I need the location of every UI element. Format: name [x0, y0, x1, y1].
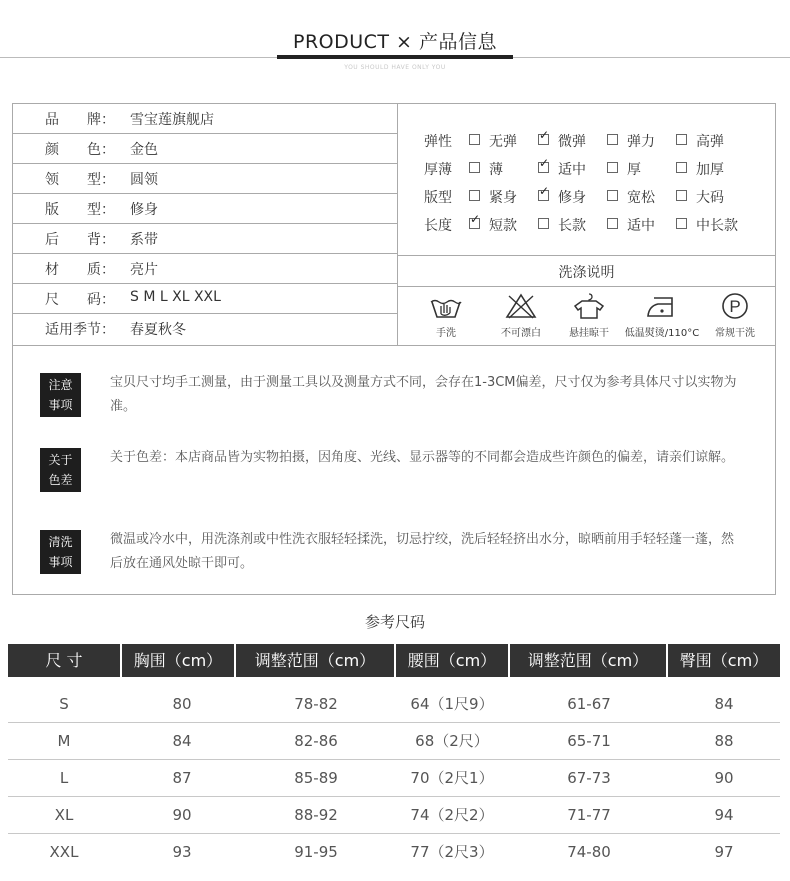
cell-waist: 64（1尺9） [410, 695, 494, 713]
attr-season [12, 314, 397, 346]
cell-hip: 84 [714, 695, 734, 713]
cell-bust: 90 [172, 806, 192, 824]
checkbox-icon [607, 190, 618, 201]
option-slight-stretch: ✓ 微弹 [538, 131, 586, 151]
attr-back [12, 224, 397, 254]
cell-bust: 84 [172, 732, 192, 750]
checkbox-icon [469, 190, 480, 201]
attr-brand [12, 104, 397, 134]
attr-material [12, 254, 397, 284]
feature-label: 版型 [424, 190, 452, 206]
wash-label: 低温熨烫/110°C [624, 328, 700, 339]
attr-collar [12, 164, 397, 194]
option-slim: ✓ 修身 [538, 187, 586, 207]
checkbox-icon [676, 134, 687, 145]
attr-key: 颜 色： [45, 142, 115, 158]
attr-value: 亮片 [130, 262, 158, 278]
cell-size: M [57, 732, 71, 750]
checkbox-icon [469, 134, 480, 145]
attr-color [12, 134, 397, 164]
attr-key: 适用季节： [45, 322, 115, 338]
page-subtitle: YOU SHOULD HAVE ONLY YOU [344, 64, 446, 71]
option-stretch: 弹力 [607, 131, 655, 151]
cell-waist: 77（2尺3） [410, 843, 494, 861]
option-loose: 宽松 [607, 187, 655, 207]
column-header-bust: 胸围（cm） [122, 644, 234, 677]
column-header-waist: 腰围（cm） [396, 644, 508, 677]
checkbox-icon [538, 218, 549, 229]
option-medium: ✓ 适中 [538, 159, 586, 179]
wash-title: 洗涤说明 [558, 265, 615, 281]
attr-value: S M L XL XXL [130, 289, 221, 305]
checkbox-checked-icon [469, 218, 480, 229]
cell-bust-range: 82-86 [294, 732, 338, 750]
feature-label: 长度 [424, 218, 452, 234]
attr-fit [12, 194, 397, 224]
size-table-title: 参考尺码 [364, 613, 425, 631]
option-short: ✓ 短款 [469, 215, 517, 235]
note-text-color: 关于色差：本店商品皆为实物拍摄，因角度、光线、显示器等的不同都会造成些许颜色的偏差，请亲们谅解。 [110, 450, 735, 465]
feature-elasticity [424, 131, 764, 153]
cell-waist-range: 71-77 [567, 806, 611, 824]
checkbox-icon [676, 218, 687, 229]
attr-key: 领 型： [45, 172, 115, 188]
no-bleach-icon [504, 292, 538, 320]
cell-waist: 68（2尺） [415, 732, 489, 750]
feature-fit [424, 187, 764, 209]
checkbox-checked-icon [538, 134, 549, 145]
page-title: PRODUCT × 产品信息 [292, 31, 498, 53]
wash-label: 常规干洗 [715, 328, 755, 339]
note-text-attention: 宝贝尺寸均手工测量，由于测量工具以及测量方式不同，会存在1-3CM偏差，尺寸仅为参考具体尺寸以实物为准。 [110, 375, 737, 414]
wash-item-dry-clean [690, 292, 780, 339]
feature-label: 弹性 [424, 134, 452, 150]
feature-label: 厚薄 [424, 162, 452, 178]
attr-key: 品 牌： [45, 112, 115, 128]
feature-length [424, 215, 764, 237]
checkbox-icon [607, 134, 618, 145]
option-extra-thick: 加厚 [676, 159, 724, 179]
option-long: 长款 [538, 215, 586, 235]
cell-bust: 87 [172, 769, 192, 787]
option-plus-size: 大码 [676, 187, 724, 207]
wash-divider-top [397, 255, 776, 256]
checkbox-icon [607, 162, 618, 173]
cell-size: S [59, 695, 69, 713]
column-header-waist-range: 调整范围（cm） [510, 644, 666, 677]
cell-hip: 97 [714, 843, 734, 861]
attr-key: 材 质： [45, 262, 115, 278]
cell-hip: 90 [714, 769, 734, 787]
attr-value: 系带 [130, 232, 158, 248]
option-regular: 适中 [607, 215, 655, 235]
attr-value: 修身 [130, 202, 158, 218]
option-mid-length: 中长款 [676, 215, 738, 235]
attr-value: 金色 [130, 142, 158, 158]
attr-value: 雪宝莲旗舰店 [130, 112, 214, 128]
option-tight: 紧身 [469, 187, 517, 207]
wash-divider-bottom [397, 286, 776, 287]
cell-hip: 94 [714, 806, 734, 824]
checkbox-icon [469, 162, 480, 173]
attr-key: 尺 码： [45, 292, 115, 308]
cell-waist-range: 65-71 [567, 732, 611, 750]
note-badge-color: 关于 色差 [40, 448, 81, 492]
attr-value: 春夏秋冬 [130, 322, 186, 338]
cell-bust-range: 88-92 [294, 806, 338, 824]
cell-bust-range: 78-82 [294, 695, 338, 713]
cell-size: XL [54, 806, 74, 824]
checkbox-checked-icon [538, 162, 549, 173]
cell-waist: 74（2尺2） [410, 806, 494, 824]
checkbox-icon [676, 190, 687, 201]
cell-bust-range: 91-95 [294, 843, 338, 861]
wash-label: 悬挂晾干 [569, 328, 609, 339]
attr-value: 圆领 [130, 172, 158, 188]
feature-thickness [424, 159, 764, 181]
cell-waist-range: 61-67 [567, 695, 611, 713]
cell-size: L [59, 769, 69, 787]
svg-text:P: P [729, 297, 741, 316]
attr-key: 版 型： [45, 202, 115, 218]
option-thin: 薄 [469, 159, 503, 179]
column-header-size: 尺 寸 [8, 644, 120, 677]
wash-label: 不可漂白 [501, 328, 541, 339]
cell-bust: 93 [172, 843, 192, 861]
dry-clean-icon [718, 292, 752, 320]
cell-bust-range: 85-89 [294, 769, 338, 787]
attr-size [12, 284, 397, 314]
cell-waist-range: 67-73 [567, 769, 611, 787]
low-iron-icon [645, 292, 679, 320]
hang-dry-icon [572, 292, 606, 320]
column-header-bust-range: 调整范围（cm） [236, 644, 394, 677]
note-badge-attention: 注意 事项 [40, 373, 81, 417]
cell-waist-range: 74-80 [567, 843, 611, 861]
wash-label: 手洗 [436, 328, 456, 339]
cell-hip: 88 [714, 732, 734, 750]
option-no-stretch: 无弹 [469, 131, 517, 151]
column-header-hip: 臀围（cm） [668, 644, 780, 677]
note-text-washing: 微温或冷水中，用洗涤剂或中性洗衣服轻轻揉洗，切忌拧绞，洗后轻轻挤出水分，晾晒前用手轻轻蓬一蓬，然后放在通风处晾干即可。 [110, 532, 735, 571]
cell-bust: 80 [172, 695, 192, 713]
option-high-stretch: 高弹 [676, 131, 724, 151]
cell-size: XXL [49, 843, 79, 861]
note-badge-washing: 清洗 事项 [40, 530, 81, 574]
checkbox-checked-icon [538, 190, 549, 201]
attr-key: 后 背： [45, 232, 115, 248]
checkbox-icon [676, 162, 687, 173]
checkbox-icon [607, 218, 618, 229]
hand-wash-icon [429, 292, 463, 320]
title-underline [277, 55, 513, 59]
info-divider [397, 103, 398, 346]
cell-waist: 70（2尺1） [410, 769, 494, 787]
option-thick: 厚 [607, 159, 641, 179]
